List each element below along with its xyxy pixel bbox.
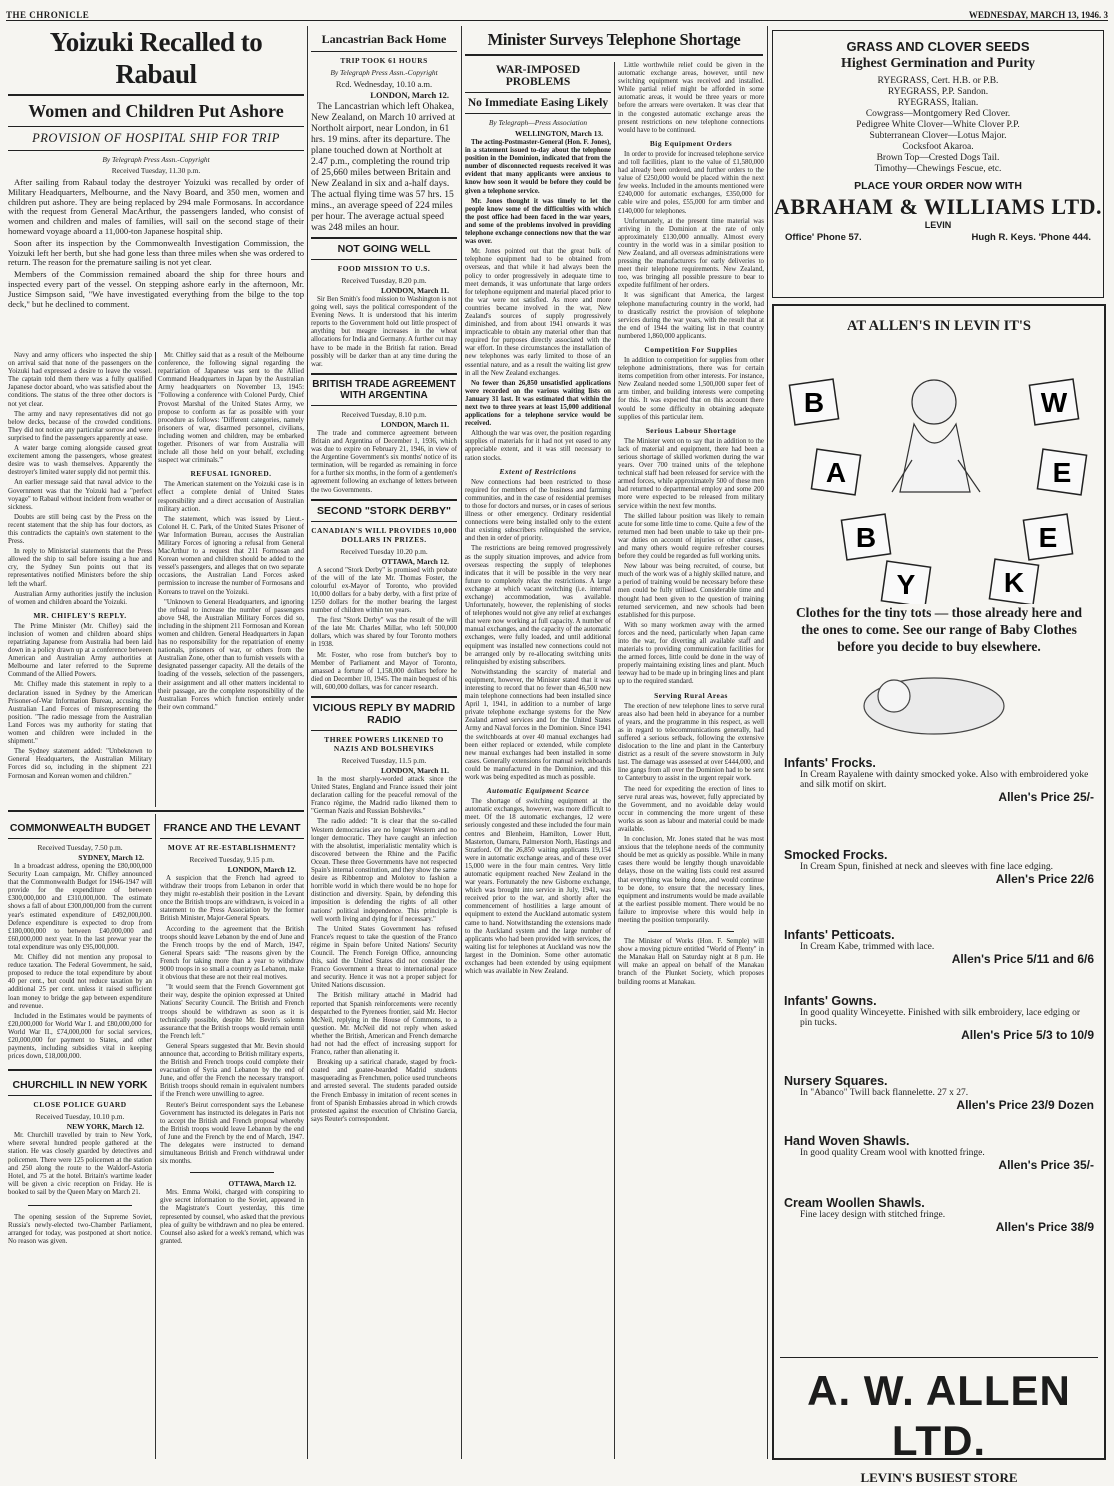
budget-p: In a broadcast address, opening the £80,000,000 Security Loan campaign, Mr. Chifley announced that the Commonwealth Budget for 1946-1947 will provide for the expenditure of between £300,000,000 and £310,000,000. The estimate shows a fall of about £300,000,000 from the current year's estimated expenditure of £492,000,000. Defence expenditure is expected to drop from £180,000,000 to between £40,000,000 and £60,000,000 next year. In the last prewar year the total expenditure was only £95,000,000. bbox=[8, 863, 152, 951]
seeds-firm: ABRAHAM & WILLIAMS LTD. bbox=[773, 194, 1103, 219]
madrid-title: VICIOUS REPLY BY MADRID RADIO bbox=[312, 702, 456, 726]
column-rule bbox=[461, 26, 462, 1459]
phone-p: In addition to competition for supplies from other telephone administrations, there was for certain items competition from other interests. For instance, New Zealand needed some 1,500,000 super feet of arm timber, and building interests were competing for this. It was expected that on this account there would be some difficulty in obtaining adequate supplies of this particular item. bbox=[618, 357, 764, 421]
budget-p: Included in the Estimates would be payments of £20,000,000 for World War I. and £80,000,000 for World War II., £74,000,000 for social services, £20,000,000 for payment to States, and other payments, including subsidies vital in keeping prices down, £18,000,000. bbox=[8, 1012, 152, 1061]
madrid-subtitle: THREE POWERS LIKENED TO NAZIS AND BOLSHEVIKS bbox=[324, 735, 444, 753]
lancastrian-dateline: LONDON, March 12. bbox=[370, 90, 449, 100]
yoizuki-subtitle2: PROVISION OF HOSPITAL SHIP FOR TRIP bbox=[32, 131, 280, 145]
stork-p: The first "Stork Derby" was the result of the will of the late Mr. Charles Millar, who left 500,000 dollars, which was shared by four Toronto mothers in 1938. bbox=[311, 617, 457, 649]
madrid-p: The radio added: "It is clear that the so-called Western democracies are no longer Western and no longer democratic. They have caught an infection with the absolutist, imperialistic mentality which is discovered between the Rhine and the Pacific Ocean. These three Governments have not respected Spain's internal constitution, and they show the same desire as Ribbentrop and Molotov to fashion a horrible world in which there would be no hope for distinction and diversity. Spain, by defending this imposition is defending the rights of all other nations' political independence. This principle is well worth living and dying for if necessary." bbox=[311, 818, 457, 923]
allens-item-desc: In Cream Spun, finished at neck and sleeves with fine lace edging. bbox=[800, 862, 1053, 872]
lancastrian-subtitle: TRIP TOOK 61 HOURS bbox=[340, 56, 428, 65]
competition-subhead: Competition For Supplies bbox=[644, 345, 738, 354]
baby-head bbox=[878, 680, 910, 712]
divider bbox=[160, 838, 304, 839]
phone-title: Minister Surveys Telephone Shortage bbox=[487, 30, 741, 49]
allens-tagline: LEVIN'S BUSIEST STORE bbox=[860, 1470, 1018, 1485]
baby-week-illustration bbox=[774, 342, 1100, 604]
allens-advertisement bbox=[772, 304, 1106, 1485]
letter-block bbox=[1037, 449, 1086, 495]
letter-block bbox=[881, 561, 930, 604]
column-rule bbox=[155, 814, 156, 1459]
allens-item-name: Infants' Frocks. bbox=[784, 756, 876, 770]
notgoing-dateline: LONDON, March 11. bbox=[380, 286, 449, 295]
divider bbox=[311, 696, 457, 698]
rural-subhead: Serving Rural Areas bbox=[654, 690, 728, 700]
chifley-subhead: MR. CHIFLEY'S REPLY. bbox=[33, 610, 127, 620]
yoizuki-lead-p2: Soon after its inspection by the Commonwealth Investigation Commission, the Yoizuki left her berth, but she had gone less than three miles when she was ordered to return. The reason for the premature sailing is not yet clear. bbox=[8, 237, 304, 268]
restrictions-subhead: Extent of Restrictions bbox=[499, 466, 577, 476]
allens-item bbox=[784, 756, 1094, 804]
phone-sub1: WAR-IMPOSED PROBLEMS bbox=[495, 64, 581, 88]
letter-block bbox=[811, 449, 860, 495]
allens-item-name: Nursery Squares. bbox=[784, 1074, 888, 1088]
france-p: General Spears suggested that Mr. Bevin should announce that, according to British military experts, the British and French troops could complete their evacuation of Syria and Lebanon by the end of June, and offer the French the necessary transport. British troops should remain in equivalent numbers if the French were unwilling to agree. bbox=[160, 1042, 304, 1099]
yoizuki-p: Mr. Chifley made this statement in reply to a declaration issued in Sydney by the American Prisoner-of-War Information Bureau, accusing the Australian Land Forces of misrepresenting the position. "The radio message from the Australian Land Forces was my authority for stating that women and children were included in the shipment." bbox=[8, 681, 152, 746]
phone-p: The Minister of Works (Hon. F. Semple) will show a moving picture entitled "World of Plenty" in the Manakau Hall on Saturday night at 8 p.m. He will make an appeal on behalf of the Manakau branch of the Plunket Society, which proposes building rooms at Manakau. bbox=[618, 938, 764, 986]
trade-dateline: LONDON, March 11. bbox=[380, 419, 449, 429]
allens-item-price: Allen's Price 22/6 bbox=[995, 872, 1094, 886]
stork-title: SECOND "STORK DERBY" bbox=[316, 504, 452, 517]
churchill-p: Mr. Churchill travelled by train to New York, where several hundred people gathered at the station. He was closely guarded by detectives and policemen. There were 125 policemen at the station and 250 along the route to the Waldorf-Astoria Hotel, and 75 at the hotel. Britain's wartime leader will be given a civic reception on Friday. He is booked to sail by the Queen Mary on March 21. bbox=[8, 1132, 152, 1196]
divider bbox=[190, 1172, 274, 1173]
phone-p: The Minister went on to say that in addition to the lack of material and equipment, there had been a serious shortage of skilled workmen during the war years. Over 700 trained units of the telephone technical staff had been released for service with the armed forces, while approximately 500 of these men had returned to departmental employ and some 200 more were expected to be released from military service within the next few months. bbox=[618, 437, 764, 510]
allens-item-name: Smocked Frocks. bbox=[784, 848, 888, 862]
yoizuki-p: An earlier message said that naval advice to the Government was that the Yoizuki had a "perfect voyage" to Rabaul without incident from weather or sickness. bbox=[8, 479, 152, 511]
yoizuki-p: Australian Army authorities justify the inclusion of women and children aboard the Yoizuki. bbox=[8, 590, 152, 606]
notgoing-title: NOT GOING WELL bbox=[337, 243, 431, 255]
phone-credit: By Telegraph—Press Association bbox=[488, 118, 588, 127]
newspaper-name: THE CHRONICLE bbox=[6, 10, 90, 20]
trade-title: BRITISH TRADE AGREEMENT WITH ARGENTINA bbox=[312, 378, 456, 401]
allens-item-name: Hand Woven Shawls. bbox=[784, 1134, 910, 1148]
france-p: "It would seem that the French Government got their way, despite the opinion expressed at United Nations' Security Council. The British and French troops should be withdrawn as soon as it is technically possible, despite Mr. Bevin's solemn assurance that the British troops would remain until the French left." bbox=[160, 984, 304, 1040]
seed-line: Brown Top—Crested Dogs Tail. bbox=[876, 153, 1000, 163]
lancastrian-credit: By Telegraph Press Assn.-Copyright bbox=[330, 68, 438, 77]
yoizuki-p: The Sydney statement added: "Unbeknown to General Headquarters, the Australian Military Forces did so, including in the shipment 221 Formosan and Korean women and children." bbox=[8, 748, 152, 780]
seed-line: Cowgrass—Montgomery Red Clover. bbox=[865, 109, 1011, 119]
seed-line: Timothy—Chewings Fescue, etc. bbox=[874, 164, 1002, 174]
divider bbox=[8, 126, 304, 127]
block-letter: B bbox=[855, 522, 877, 553]
baby-body bbox=[900, 424, 970, 492]
stork-p: Mr. Foster, who rose from butcher's boy to Member of Parliament and Mayor of Toronto, amassed a fortune of 1,158,000 dollars before he died on December 10, 1945. The main bequest of his will, 600,000 dollars, was for cancer research. bbox=[311, 651, 457, 691]
phone-p: Notwithstanding the scarcity of material and equipment, however, the Minister stated that it was interesting to record that no fewer than 46,500 new main telephone connections had been installed since April 1, 1941, in addition to a number of large private telephone exchange systems for the New Zealand armed services and for the United States Army and Naval forces in the Dominion. Since 1941 the switchboards at over 40 manual exchanges had been either replaced or extended, while complete new manual exchanges had been installed in some cases. Generally extensions for manual switchboards could be manufactured in the Dominion, and this work was being expedited as much as possible. bbox=[465, 668, 611, 782]
phone-p: Little worthwhile relief could be given in the automatic exchange areas, however, until new switching equipment was received and installed. While partial relief might be afforded in some automatic areas, it would be three years or more before the arrears were overtaken. It was clear that in the congested automatic exchange areas the present restrictions on new telephone connections would have to be continued. bbox=[618, 62, 764, 134]
divider bbox=[8, 1069, 152, 1071]
allens-item-name: Cream Woollen Shawls. bbox=[784, 1196, 925, 1210]
labour-subhead: Serious Labour Shortage bbox=[645, 425, 737, 435]
phone-p: With so many workmen away with the armed forces and the need, particularly when Japan came into the war, for diverting all available staff and materials to providing communication facilities for the armed forces, little could be done in the way of properly maintaining existing lines and plant. Much leeway had to be made up in bringing lines and plant up to the required standard. bbox=[618, 621, 764, 686]
baby-figure bbox=[892, 380, 980, 492]
phone-p: The need for expediting the erection of lines to serve rural areas was, however, fully appreciated by the Government, and no avoidable delay would occur in commencing the more urgent of these works as soon as labour and material could be made available. bbox=[618, 785, 764, 833]
letter-block bbox=[841, 514, 890, 560]
seeds-town: LEVIN bbox=[924, 220, 952, 230]
phone-p: New connections had been restricted to those required for members of the business and farming communities, and in the case of residential premises to those for doctors and nurses, or in cases of serious illness or other emergency. Ordinary residential connections were being installed only to the extent that existing subscribers relinquished the service, and then in order of priority. bbox=[465, 478, 611, 543]
yoizuki-credit: By Telegraph Press Assn.-Copyright bbox=[102, 155, 210, 164]
seeds-subtitle: Highest Germination and Purity bbox=[840, 56, 1036, 71]
yoizuki-p: A water barge coming alongside caused great excitement among the passengers, whose greatest desire was to wash themselves. Apparently the destroyer's limited water supply did not permit this. bbox=[8, 445, 152, 477]
phone-p: The shortage of switching equipment at the automatic exchanges, however, was more difficult to meet. Of the 18 automatic exchanges, 12 were seriously congested and these included the four main centres and Blenheim, Hamilton, Lower Hutt, Masterton, Oamaru, Palmerston North, Hastings and Stratford. Of the 26,850 waiting applicants 19,154 were in automatic exchange areas, and of these over 15,000 were in the four main centres. Very little automatic equipment reached New Zealand in the war years. Fortunately the new Gisborne exchange, which was brought into service in July, 1941, was received prior to the war, and shortly after the commencement of hostilities a large amount of equipment to extend the Auckland automatic system came to hand. Notwithstanding the extensions made to the Auckland system and the large number of applicants who had been provided with services, the waiting list for telephones at Auckland was now the largest in the Dominion. Some other automatic exchanges had been extended by using equipment which was available in New Zealand. bbox=[465, 798, 611, 976]
allens-item bbox=[784, 928, 1094, 966]
divider bbox=[311, 259, 457, 260]
allens-item-desc: In Cream Rayalene with dainty smocked yoke. Also with embroidered yoke and silk motif on skirt. bbox=[800, 770, 1089, 790]
madrid-received: Received Tuesday, 11.5 p.m. bbox=[341, 756, 427, 765]
seeds-order-line: PLACE YOUR ORDER NOW WITH bbox=[854, 180, 1022, 192]
stork-subtitle: CANADIAN'S WILL PROVIDES 10,000 DOLLARS IN PRIZES. bbox=[311, 525, 457, 544]
block-letter: B bbox=[803, 387, 825, 418]
block-letter: K bbox=[1003, 567, 1025, 598]
letter-block bbox=[789, 379, 838, 425]
yoizuki-p: The statement, which was issued by Lieut.-Colonel H. C. Park, of the United States Prisoner of War Information Bureau, accuses the Australian Military Forces of ignoring a refusal from General MacArthur to a request that 211 Formosan and Korean women and children should be added to the vessel's passengers, and alleges that on two separate occasions, the Australian Land Forces asked permission to increase the number of Formosans and Koreans to travel on the Yoizuki. bbox=[158, 515, 304, 596]
divider bbox=[465, 92, 611, 93]
madrid-p: The United States Government has refused France's request to take the question of the Franco régime in Spain before United Nations' Security Council. The French Foreign Office, announcing this, said the United States did not consider the Franco Government a threat to international peace and security. Hence it was not a proper subject for United Nations discussion. bbox=[311, 925, 457, 990]
masthead-rule bbox=[6, 20, 1108, 21]
france-subtitle: MOVE AT RE-ESTABLISHMENT? bbox=[167, 843, 297, 852]
allens-firm: A. W. ALLEN LTD. bbox=[807, 1367, 1071, 1464]
phone-col-a bbox=[465, 60, 611, 1459]
seed-line: Cocksfoot Akaroa. bbox=[902, 142, 974, 152]
yoizuki-p: Doubts are still being cast by the Press on the recent statement that the ship has four doctors, as this contradicts the captain's own statement to the Press. bbox=[8, 513, 152, 546]
letter-block bbox=[1029, 379, 1078, 425]
phone-p: The skilled labour position was likely to remain acute for some little time to come. Quite a few of the returned men had been unable to take up their pre-war duties on account of injuries or other causes, and many others would require refresher courses before they could be regarded as full working units. bbox=[618, 512, 764, 561]
yoizuki-lead-p3: Members of the Commission remained aboard the ship for three hours and inspected every part of the vessel. On stepping ashore early in the afternoon, Mr. Justice Simpson said, "We have investigated everything from the bilge to the top deck," but he declined to comment. bbox=[8, 269, 304, 309]
divider bbox=[311, 521, 457, 522]
stork-received: Received Tuesday 10.20 p.m. bbox=[340, 546, 428, 556]
seeds-phones bbox=[785, 232, 1091, 243]
allens-item-desc: In good quality Winceyette. Finished with silk embroidery, lace edging or pin tucks. bbox=[800, 1008, 1081, 1028]
allens-item bbox=[784, 1196, 1094, 1234]
madrid-p: The British military attaché in Madrid had reported that Spanish reinforcements were recently despatched to the Pyrenees frontier, said Mr. Hector McNeil, replying in the House of Commons, to a question. Mr. McNeil did not reply when asked whether the British, American and French demarche had not had the effect of increasing support for Franco, rather than alienating it. bbox=[311, 992, 457, 1057]
yoizuki-received: Received Tuesday, 11.30 p.m. bbox=[111, 166, 201, 175]
france-p: Mrs. Emma Woiki, charged with conspiring to give secret information to the Soviet, appeared in the Magistrate's Court yesterday, this time represented by counsel, who asked that the previous plea of guilty be withdrawn and no plea be entered. Counsel also asked for a week's remand, which was granted. bbox=[160, 1189, 304, 1245]
block-letter: E bbox=[1038, 522, 1058, 553]
madrid-dateline: LONDON, March 11. bbox=[380, 766, 449, 775]
allens-item bbox=[784, 1074, 1094, 1112]
allens-item-name: Infants' Gowns. bbox=[784, 994, 877, 1008]
phone-col-b bbox=[618, 62, 764, 1459]
phone-p: New labour was being recruited, of course, but much of the work was of a highly skilled nature, and a period of training would be necessary before these men could be fully utilised. Considerable time and thought had been given to the question of training returned servicemen, and new schools had been established for this purpose. bbox=[618, 563, 764, 619]
divider bbox=[8, 1095, 152, 1096]
phone-dateline: WELLINGTON, March 13. bbox=[514, 129, 603, 138]
budget-title: COMMONWEALTH BUDGET bbox=[9, 822, 151, 834]
lancastrian-received: Rcd. Wednesday, 10.10 a.m. bbox=[335, 79, 433, 89]
stork-dateline: OTTAWA, March 12. bbox=[381, 556, 449, 566]
phone-p: Although the war was over, the position regarding supplies of materials for it had not yet eased to any appreciable extent, and it was still necessary to ration stocks. bbox=[465, 430, 611, 462]
column-three bbox=[311, 28, 457, 1459]
seed-line: Pedigree White Clover—White Clover P.P. bbox=[856, 120, 1020, 130]
france-received: Received Tuesday, 9.15 p.m. bbox=[189, 855, 275, 864]
madrid-p: Breaking up a satirical charade, staged by frock-coated and goatee-bearded Madrid students masquerading as Frenchmen, police used truncheons and arrested several. The students paraded outside the French Embassy in imitation of recent scenes in front of Spanish Embassies abroad in which crowds protested against the execution of Christino Garcia, says Reuter's correspondent. bbox=[311, 1059, 457, 1123]
allens-item bbox=[784, 1134, 1094, 1172]
budget-article bbox=[8, 814, 152, 1459]
phone-p: In conclusion, Mr. Jones stated that he was most anxious that the telephone needs of the community should be met as quickly as possible. While in many cases there would be lengthy though unavoidable delays, those on the waiting lists could rest assured that everything was being done, and would continue to be done, to ensure that the necessary lines, equipment and instruments would be made available at the earliest possible moment. There would be no failure to improvise where this would help in meeting the position temporarily. bbox=[618, 836, 764, 924]
seeds-list bbox=[773, 76, 1103, 175]
section-rule bbox=[8, 810, 304, 812]
churchill-p: The opening session of the Supreme Soviet, Russia's newly-elected two-Chamber Parliament, arranged for today, was postponed at short notice. No reason was given. bbox=[8, 1214, 152, 1246]
trade-received: Received Tuesday, 8.10 p.m. bbox=[341, 409, 427, 419]
france-p: According to the agreement that the British troops should leave Lebanon by the end of June and the French troops by the end of March, 1947, General Spears said: "The reasons given by the French for taking more than a year to withdraw 9000 troops in so small a country as Lebanon, make it obvious that these are not their real motives. bbox=[160, 925, 304, 982]
stork-p: A second "Stork Derby" is promised with probate of the will of the late Mr. Thomas Foster, the colourful ex-Mayor of Toronto, who provided 10,000 dollars for a baby derby, with a first prize of 1250 dollars for the mother bearing the largest number of children within ten years. bbox=[311, 566, 457, 615]
letter-block bbox=[1023, 514, 1072, 560]
yoizuki-col-a bbox=[8, 352, 152, 807]
allens-item bbox=[784, 994, 1094, 1042]
sleeping-baby-illustration bbox=[774, 656, 1100, 746]
france-title: FRANCE AND THE LEVANT bbox=[163, 822, 301, 834]
allens-item-price: Allen's Price 23/9 Dozen bbox=[956, 1098, 1094, 1112]
letter-block bbox=[989, 559, 1038, 604]
france-p: A suspicion that the French had agreed to withdraw their troops from Lebanon in order that they might re-establish their position in the Levant once the British troops are withdrawn, is voiced in a statement to the Press Association by the former British Minister, Major-General Spears. bbox=[160, 875, 304, 923]
churchill-dateline: NEW YORK, March 12. bbox=[66, 1122, 144, 1132]
allens-footer bbox=[780, 1357, 1098, 1485]
allens-item-price: Allen's Price 25/- bbox=[998, 790, 1094, 804]
divider bbox=[311, 730, 457, 731]
automatic-subhead: Automatic Equipment Scarce bbox=[486, 786, 590, 796]
yoizuki-p: "Unknown to General Headquarters, and ignoring the refusal to increase the number of passengers above 948, the Australian Military Forces did so, including in the shipment 211 Formosan and Korean women and children. General Headquarters in Japan has no responsibility for the repatriation of enemy nationals, prisoners of war, or others from the Australian Zone, other than to furnish vessels with a designated passenger capacity. All the details of the loading of the vessels, selection of the passengers, their assignment and all other matters incidental to their passage, are the complete responsibility of the Australian Forces which function entirely under their own command." bbox=[158, 598, 304, 711]
issue-date: WEDNESDAY, MARCH 13, 1946. 3 bbox=[968, 10, 1108, 20]
france-dateline2: OTTAWA, March 12. bbox=[228, 1179, 296, 1189]
column-rule bbox=[614, 62, 615, 1459]
allens-item-name: Infants' Petticoats. bbox=[784, 928, 895, 942]
notgoing-subtitle: FOOD MISSION TO U.S. bbox=[337, 264, 431, 273]
yoizuki-p: The Prime Minister (Mr. Chifley) said the inclusion of women and children aboard ships repatriating Japanese from Australia had been laid down in a policy drawn up at a conference between American and Australian Army authorities at Melbourne and later referred to the Supreme Command of the Allied Powers. bbox=[8, 622, 152, 679]
yoizuki-lead-p1: After sailing from Rabaul today the destroyer Yoizuki was recalled by order of Military Headquarters, Melbourne, and the Navy Board, and 350 men, women and children put ashore. They are being replaced by 294 male Formosans. In accordance with the request from General MacArthur, the passengers landed, who consist of women and children and males of families, will sail on the second stage of their homeward voyage aboard a 11,000-ton Japanese hospital ship. bbox=[8, 178, 304, 236]
yoizuki-p: Navy and army officers who inspected the ship on arrival said that none of the passengers on the Yoizuki had expressed a desire to leave the vessel. The captain told them there was a fully qualified Japanese doctor aboard, who was satisfied about the conditions. The status of the three other doctors is not yet clear. bbox=[8, 352, 152, 408]
france-dateline: LONDON, March 12. bbox=[227, 865, 296, 874]
trade-p: The trade and commerce agreement between Britain and Argentina of December 1, 1936, which was due to expire on February 21, 1946, in view of the Argentine Government's six months' notice of its termination, will be regarded as remaining in force for a further six months, in the form of a gentlemen's agreement following an exchange of letters between the two Governments. bbox=[311, 429, 457, 494]
allens-item-price: Allen's Price 38/9 bbox=[995, 1220, 1094, 1234]
seeds-advertisement bbox=[772, 30, 1104, 298]
budget-p: Mr. Chifley did not mention any proposal to reduce taxation. The Federal Government, he said, proposed to reduce the total expenditure by about 40 per cent., but could not reduce taxation by an additional 25 per cent. unless it raised sufficient loan money to bridge the gap between expenditure and revenue. bbox=[8, 954, 152, 1010]
allens-item-desc: Fine lacey design with stitched fringe. bbox=[800, 1210, 946, 1220]
divider bbox=[28, 1205, 132, 1206]
yoizuki-headline-block bbox=[8, 26, 304, 176]
block-letter: E bbox=[1052, 457, 1072, 488]
phone-p: In order to provide for increased telephone service and toll facilities, plant to the value of £1,580,000 had already been ordered, and further orders to the value of £250,000 would be placed within the next few weeks. Included in the amounts mentioned were £240,000 for automatic exchanges, £350,000 for cable wire and poles, £55,000 for arm timber and £140,000 for telephones. bbox=[618, 150, 764, 215]
column-rule bbox=[767, 26, 768, 1459]
refusal-subhead: REFUSAL IGNORED. bbox=[190, 469, 272, 479]
allens-item-price: Allen's Price 5/11 and 6/6 bbox=[951, 952, 1094, 966]
phone-p: The acting-Postmaster-General (Hon. F. Jones), in a statement issued to-day about the telephone position in the Dominion, indicated that from the number of disconnected requests received it was evident that many applicants were anxious to know how soon it would be before they could be given a telephone service. bbox=[465, 139, 611, 195]
yoizuki-p: The army and navy representatives did not go below decks, because of the crowded conditions. They did not notice any particular sorrow and were surprised to find the passengers apparently at ease. bbox=[8, 410, 152, 442]
allens-item-price: Allen's Price 35/- bbox=[998, 1158, 1094, 1172]
allens-item-desc: In good quality Cream wool with knotted fringe. bbox=[800, 1148, 985, 1158]
phone-p: The erection of new telephone lines to serve rural areas also had been held in abeyance for a number of years, and the programme in this respect, as well as in regard to telecommunications generally, had suffered a serious setback, following the extensive dislocation to the line and plant in the Canterbury district as a result of the severe snowstorm in July last. The damage was assessed at over £444,000, and line gangs from all over the Dominion had to be sent to Canterbury to assist in the urgent repair work. bbox=[618, 702, 764, 783]
divider bbox=[465, 113, 611, 114]
yoizuki-col-b bbox=[158, 352, 304, 807]
divider bbox=[648, 931, 734, 932]
phone-p: Unfortunately, at the present time material was arriving in the Dominion at the rate of only approximately £130,000 annually. Almost every country in the world was in a similar position to New Zealand, and all overseas administrations were pressing the manufacturers for early deliveries to meet their telephone requirements. New Zealand, too, was bringing all possible pressure to bear to expedite fulfilment of her orders. bbox=[618, 217, 764, 290]
seed-line: RYEGRASS, Italian. bbox=[897, 98, 979, 108]
allens-item bbox=[784, 848, 1094, 886]
column-rule bbox=[155, 352, 156, 807]
notgoing-received: Received Tuesday, 8.20 p.m. bbox=[341, 276, 427, 285]
divider bbox=[465, 54, 763, 56]
lancastrian-p: The Lancastrian which left Ohakea, New Zealand, on March 10 arrived at Northolt airport, near London, in 61 hrs. 19 mins. after its departure. The plane touched down at Northolt at 2.47 p.m., completing the round trip of 25,660 miles between Britain and New Zealand in six and a-half days. The actual flying time was 57 hrs. 15 mins., an average speed of 224 miles per hour. The average actual speed was 248 miles an hour. bbox=[311, 101, 456, 233]
block-letter: A bbox=[825, 457, 847, 488]
france-article bbox=[160, 814, 304, 1459]
budget-dateline: SYDNEY, March 12. bbox=[78, 853, 144, 862]
yoizuki-subtitle: Women and Children Put Ashore bbox=[28, 101, 284, 121]
phone-p: No fewer than 26,850 unsatisfied applications were recorded on the various waiting lists on January 31 last. It was estimated that within the next two to three years at least 15,000 additional applications for a telephone service would be received. bbox=[465, 379, 611, 428]
block-letter: W bbox=[1040, 387, 1068, 418]
allens-item-desc: In "Abanco" Twill back flannelette. 27 x 27. bbox=[800, 1088, 969, 1098]
yoizuki-title: Yoizuki Recalled to Rabaul bbox=[49, 27, 263, 89]
yoizuki-p: The American statement on the Yoizuki case is in effect a complete denial of United States responsibility and a direct accusation of Australian military action. bbox=[158, 481, 304, 513]
divider bbox=[8, 94, 304, 96]
divider bbox=[311, 373, 457, 375]
phone-sub2: No Immediate Easing Likely bbox=[467, 97, 609, 109]
churchill-subtitle: CLOSE POLICE GUARD bbox=[33, 1100, 127, 1110]
divider bbox=[8, 150, 304, 151]
france-p: Reuter's Beirut correspondent says the Lebanese Government has instructed its delegates in Paris not to accept the British and French proposal whereby the British troops would leave Lebanon by the end of June and the French by the end of March, 1947. The delegates were instructed to demand simultaneous British and French withdrawal under six months. bbox=[160, 1101, 304, 1166]
churchill-title: CHURCHILL IN NEW YORK bbox=[12, 1079, 148, 1092]
phone-p: Mr. Jones pointed out that the great bulk of telephone equipment had to be obtained from overseas, and that while it had always been the policy to order progressively in adequate time to meet demands, it was unfortunate that large orders for telephone equipment and material placed prior to the war were not satisfied. As more and more countries became involved in the war, New Zealand's sources of supply progressively diminished, and from about 1941 onwards it was impracticable to obtain any material other than that required for purposes directly associated with the war effort. In these circumstances the installation of new telephones was early limited to those of an essential nature, and as a result the waiting list grew in all the New Zealand exchanges. bbox=[465, 248, 611, 377]
allens-item-desc: In Cream Kabe, trimmed with lace. bbox=[800, 942, 935, 952]
divider bbox=[311, 51, 457, 52]
phone-p: The restrictions are being removed progressively as the supply situation improves, and advice from overseas respecting the supply of telephones indicates that it will be possible in the very near future to completely relax the restrictions. A large exchange at which vacant switching (i.e. internal exchange) accommodation, was available. Unfortunately, however, the replenishing of stocks of telephones would not give any relief at exchanges that were now working at full capacity. A number of manual exchanges, and the capacity of the automatic exchanges, were fully loaded, and until additional equipment was installed new connections could not be arranged only by re-allocating switching units relinquished by existing subscribers. bbox=[465, 545, 611, 666]
madrid-p: In the most sharply-worded attack since the United States, England and France issued their joint declaration calling for the peaceful removal of the Franco régime, the Madrid radio likened them to "German Nazis and Russian Bolsheviks." bbox=[311, 776, 457, 816]
phone-p: Mr. Jones thought it was timely to let the people know some of the difficulties with which the post office had been faced in the war years, and some of the problems involved in providing telephone exchange connections now that the war was over. bbox=[465, 197, 611, 246]
allens-slogan: Clothes for the tiny tots — those already here and the ones to come. See our range of Baby Clothes before you decide to buy elsewhere. bbox=[795, 605, 1083, 654]
divider bbox=[311, 499, 457, 501]
seeds-keys-phone: Hugh R. Keys. 'Phone 444. bbox=[971, 232, 1091, 243]
budget-received: Received Tuesday, 7.50 p.m. bbox=[37, 843, 123, 852]
churchill-received: Received Tuesday, 10.10 p.m. bbox=[35, 1112, 125, 1122]
phone-p: It was significant that America, the largest telephone manufacturing country in the world, had to drastically restrict the provision of telephone services during the war years, with the result that at the end of 1944 the waiting list in that country numbered 1,860,000 applicants. bbox=[618, 292, 764, 340]
seed-line: RYEGRASS, Cert. H.B. or P.B. bbox=[877, 76, 999, 86]
block-letter: Y bbox=[896, 569, 916, 600]
allens-item-price: Allen's Price 5/3 to 10/9 bbox=[961, 1028, 1094, 1042]
baby-head bbox=[912, 380, 956, 424]
divider bbox=[311, 405, 457, 406]
divider bbox=[8, 838, 152, 839]
column-rule bbox=[307, 26, 308, 1459]
allens-head: AT ALLEN'S IN LEVIN IT'S bbox=[846, 318, 1031, 334]
big-orders-subhead: Big Equipment Orders bbox=[649, 138, 733, 148]
seeds-title: GRASS AND CLOVER SEEDS bbox=[846, 39, 1030, 54]
yoizuki-p: In reply to Ministerial statements that the Press allowed the ship to sail before issuing a hue and cry, the Sydney Sun points out that its representatives notified Ministers before the ship left the wharf. bbox=[8, 548, 152, 588]
divider bbox=[311, 237, 457, 239]
notgoing-p: Sir Ben Smith's food mission to Washington is not going well, says the political correspondent of the Evening News. It is understood that his interim reports to the Government hold out little prospect of anything but meagre increases in the wheat allocations for India and Germany. A further cut may have to be made in the British fat ration. Bread possibly will be darker than at any time during the war. bbox=[311, 296, 457, 368]
seed-line: RYEGRASS, P.P. Sandon. bbox=[887, 87, 989, 97]
seed-line: Subterranean Clover—Lotus Major. bbox=[869, 131, 1007, 141]
lancastrian-title: Lancastrian Back Home bbox=[321, 32, 447, 46]
seeds-office-phone: Office' Phone 57. bbox=[785, 232, 862, 243]
yoizuki-p: Mr. Chifley said that as a result of the Melbourne conference, the following signal regarding the repatriation of Japanese was sent to the Allied Command Headquarters in Japan by the Australian Army headquarters on November 13, 1945: "Following a conference with Colonel Purdy, Chief Provost Marshal of the United States Army, we propose to conform as far as possible with your procedure as follows: 'Different categories, namely prisoners of war, disarmed personnel, civilians, including women and children, may be embarked together. Prisoners of war from Australia will include all those held on your behalf, excluding suspect war criminals.'" bbox=[158, 352, 304, 465]
